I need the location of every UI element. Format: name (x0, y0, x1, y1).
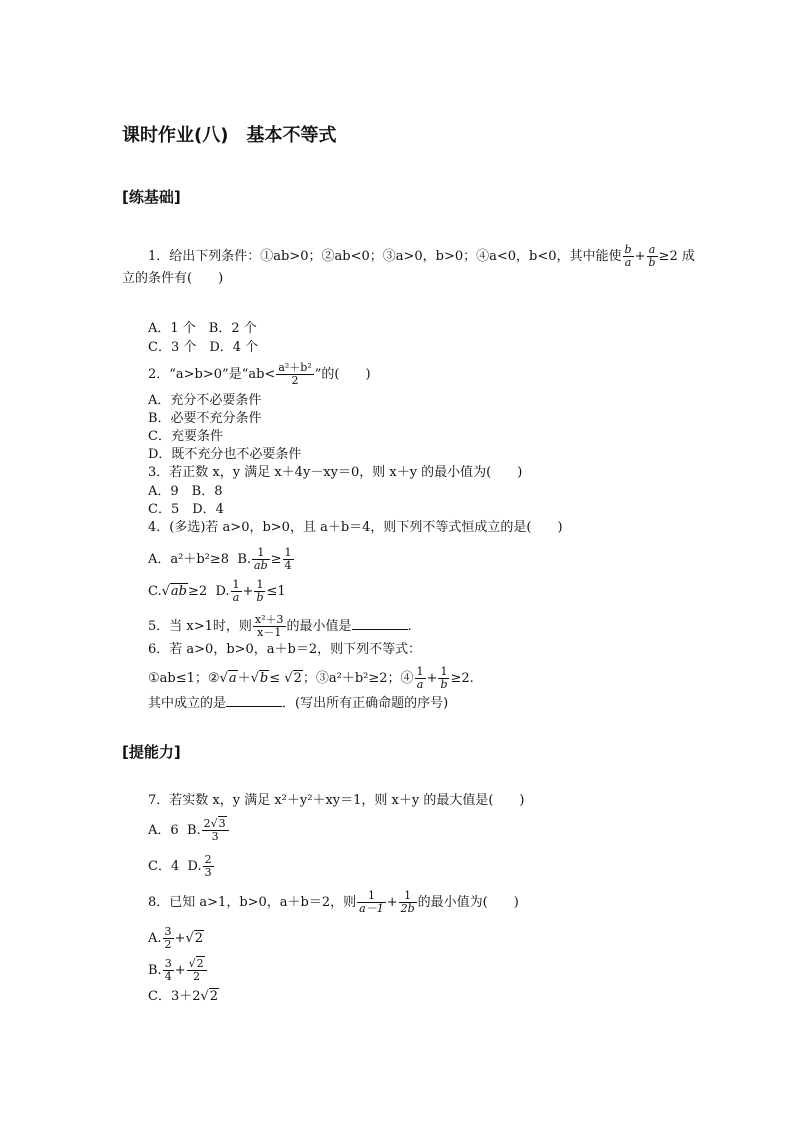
sqrt-ab: ab (170, 584, 187, 599)
statement-3-4: ；③a²＋b²≥2；④ (302, 671, 414, 686)
sqrt-b: b (259, 671, 269, 686)
plus-sign: + (426, 671, 438, 686)
question-2-option-c: C．充要条件 (148, 429, 223, 444)
question-4-options-ab (148, 547, 295, 572)
fraction-1-over-a: $\frac{1}{a}$ (416, 665, 424, 691)
question-5-tail: 的最小值是 (286, 619, 352, 634)
question-4-option-b-label: B. (237, 552, 252, 567)
question-3-options-ab: A．9 B．8 (148, 484, 223, 499)
question-8-tail: 的最小值为( ) (417, 895, 519, 910)
question-1-line-2: 立的条件有( ) (122, 271, 224, 286)
plus-sign: + (174, 963, 186, 978)
question-4-options-cd: C.√ab≥2 D. $\frac{1}{a}$ + $\frac{1}{b}$ ≤1 (148, 578, 286, 604)
question-2-stem (148, 362, 371, 387)
question-2-option-d: D．既不充分也不必要条件 (148, 447, 302, 462)
answer-blank (226, 694, 282, 707)
question-7-option-c: C．4 (148, 859, 180, 874)
question-4-option-c-label: C. (148, 584, 162, 599)
fraction-2-sqrt3-over-3: $\frac{2√3}{3}$ (202, 818, 229, 843)
question-4-option-d-label: D. (215, 584, 230, 599)
question-7-option-d-label: D. (187, 859, 202, 874)
question-8-option-a: A. $\frac{3}{2}$ +√2 (148, 925, 204, 951)
question-1-tail: ≥2 成 (658, 249, 695, 264)
question-1-options-ab: A．1 个 B．2 个 (148, 321, 257, 336)
fraction-1-over-ab: $\frac{1}{ab}$ (254, 546, 268, 572)
question-3-stem: 3．若正数 x，y 满足 x＋4y－xy＝0，则 x＋y 的最小值为( ) (148, 465, 523, 480)
question-4-option-c-tail: ≥2 (188, 584, 208, 599)
fraction-1-over-a-minus-1: $\frac{1}{a-1}$ (359, 889, 384, 915)
geq-sign: ≥ (270, 552, 282, 567)
page-title: 课时作业(八) 基本不等式 (122, 125, 337, 146)
fraction-1-over-b: $\frac{1}{b}$ (440, 665, 448, 691)
fraction-2-over-3: $\frac{2}{3}$ (204, 853, 212, 879)
question-4-option-d-tail: ≤1 (266, 584, 286, 599)
question-5-end: . (407, 619, 412, 634)
question-6-stem: 6．若 a>0，b>0，a＋b＝2，则下列不等式： (148, 642, 422, 657)
fraction-b-over-a: $\frac{b}{a}$ (624, 243, 632, 269)
fraction-1-over-b: $\frac{1}{b}$ (256, 578, 264, 604)
fraction-3-over-4: $\frac{3}{4}$ (164, 957, 172, 983)
plus-sign: + (386, 895, 398, 910)
question-8-option-b-label: B. (148, 963, 162, 978)
question-7-options-cd (148, 854, 215, 879)
plus-sign: ＋ (237, 671, 251, 686)
sqrt-2: 2 (293, 671, 302, 686)
question-4-option-a: A．a²＋b²≥8 (148, 552, 230, 567)
question-2-tail: ”的( ) (314, 367, 371, 382)
question-8-option-c: C．3＋2√2 (148, 989, 219, 1004)
question-2-lead: 2．“a>b>0”是“ab< (148, 367, 276, 382)
question-8-lead: 8．已知 a>1，b>0，a＋b＝2，则 (148, 895, 357, 910)
answer-blank (352, 617, 408, 630)
question-8-stem (148, 890, 519, 915)
question-1-options-cd: C．3 个 D．4 个 (148, 340, 259, 355)
sqrt-2: 2 (194, 931, 204, 946)
question-1-line-1 (148, 244, 695, 269)
question-6-statements: ①ab≤1；②√a＋√b≤ √2；③a²＋b²≥2；④ $\frac{1}{a}$ + $\frac{1}{b}$ ≥2. (148, 665, 474, 691)
section-basic-heading: [练基础] (122, 188, 181, 206)
question-7-stem: 7．若实数 x，y 满足 x²＋y²＋xy＝1，则 x＋y 的最大值是( ) (148, 793, 525, 808)
question-7-option-a: A．6 (148, 823, 179, 838)
fraction-1-over-4: $\frac{1}{4}$ (284, 546, 292, 572)
question-1-lead: 1．给出下列条件：①ab>0；②ab<0；③a>0，b>0；④a<0，b<0，其中能使 (148, 249, 622, 264)
fraction-1-over-2b: $\frac{1}{2b}$ (400, 889, 415, 915)
question-4-stem: 4．(多选)若 a>0，b>0，且 a＋b＝4，则下列不等式恒成立的是( ) (148, 520, 563, 535)
fraction-sqrt2-over-2: $\frac{√2}{2}$ (187, 958, 207, 983)
section-advanced-heading: [提能力] (122, 743, 181, 761)
fraction-a-over-b: $\frac{a}{b}$ (648, 243, 656, 269)
geq-2: ≥2. (450, 671, 474, 686)
fraction-x2-plus-3-over-x-minus-1: $\frac{\text{x²＋3}}{x-1}$ (254, 613, 284, 639)
question-8-option-c-label: C．3＋2 (148, 989, 201, 1004)
fraction-3-over-2: $\frac{3}{2}$ (164, 925, 172, 951)
question-8-option-a-label: A. (148, 931, 162, 946)
plus-sign: + (634, 249, 646, 264)
leq-sign: ≤ (269, 671, 285, 686)
plus-sign: + (242, 584, 254, 599)
question-5-lead: 5．当 x>1时，则 (148, 619, 252, 634)
question-6-prompt: 其中成立的是 (148, 696, 227, 711)
question-3-options-cd: C．5 D．4 (148, 502, 224, 517)
question-6-instruction: ．(写出所有正确命题的序号) (282, 696, 449, 711)
question-2-option-b: B．必要不充分条件 (148, 411, 262, 426)
fraction-a2-plus-b2-over-2: $\frac{\text{a²＋b²}}{2}$ (278, 361, 312, 387)
question-7-options-ab (148, 818, 230, 843)
question-2-option-a: A．充分不必要条件 (148, 393, 262, 408)
question-5-stem (148, 614, 412, 639)
plus-sign: + (174, 931, 186, 946)
statement-1-2: ①ab≤1；② (148, 671, 220, 686)
question-8-option-b (148, 958, 208, 983)
sqrt-a: a (228, 671, 237, 686)
question-6-line-3 (148, 694, 448, 712)
question-7-option-b-label: B. (186, 823, 201, 838)
sqrt-2: 2 (209, 989, 219, 1004)
fraction-1-over-a: $\frac{1}{a}$ (232, 578, 240, 604)
